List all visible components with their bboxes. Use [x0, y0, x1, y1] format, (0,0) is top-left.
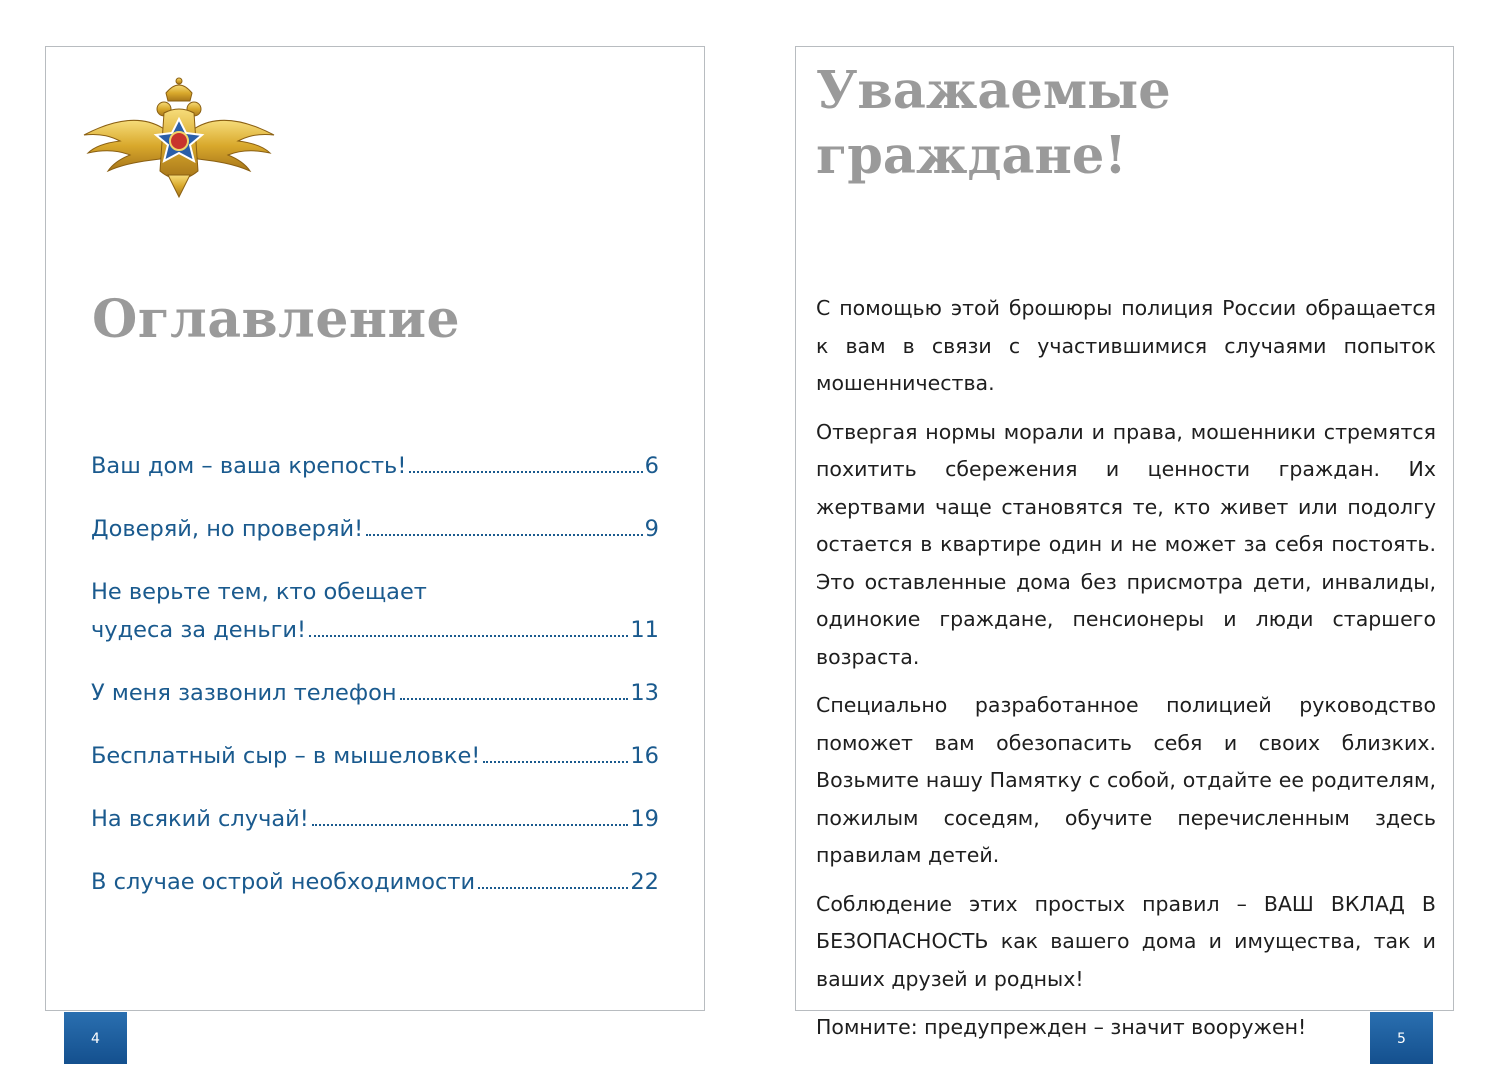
- toc-item[interactable]: [91, 447, 659, 485]
- toc-item-page: 13: [630, 680, 659, 706]
- toc-leader-dots: [409, 471, 642, 473]
- greeting-title-line: Уважаемые: [816, 61, 1171, 121]
- toc-item-title: Бесплатный сыр – в мышеловке!: [91, 743, 481, 769]
- toc-leader-dots: [366, 534, 643, 536]
- toc-item-title-line: Не верьте тем, кто обещает: [91, 579, 427, 605]
- paragraph: Специально разработанное полицией руководство поможет вам обезопасить себя и своих близких. Возьмите нашу Памятку с собой, отдайте ее родителям, пожилым соседям, обучите перечисленным здесь правилам детей.: [816, 693, 1436, 867]
- toc-item[interactable]: [91, 800, 659, 838]
- toc-leader-dots: [478, 887, 628, 889]
- toc-leader-dots: [312, 824, 629, 826]
- toc-leader-dots: [309, 635, 628, 637]
- toc-item-title: У меня зазвонил телефон: [91, 680, 397, 706]
- toc-item-page: 9: [644, 516, 659, 542]
- toc-leader-dots: [400, 698, 629, 700]
- toc-item-page: 11: [630, 617, 659, 643]
- paragraph: С помощью этой брошюры полиция России обращается к вам в связи с участившимися случаями попыток мошенничества.: [816, 296, 1436, 395]
- toc-item[interactable]: [91, 737, 659, 775]
- toc-item[interactable]: [91, 573, 659, 649]
- page-number-tab-left: 4: [64, 1012, 127, 1064]
- toc-item-title: Ваш дом – ваша крепость!: [91, 453, 407, 479]
- toc-title: Оглавление: [92, 289, 461, 350]
- toc-item[interactable]: [91, 510, 659, 548]
- toc-item-title: чудеса за деньги!: [91, 617, 307, 643]
- toc-item-title: На всякий случай!: [91, 806, 309, 832]
- police-emblem-icon: [82, 75, 276, 199]
- toc-item-title: Доверяй, но проверяй!: [91, 516, 364, 542]
- greeting-title: [816, 59, 1171, 189]
- toc-item-page: 6: [644, 453, 659, 479]
- page-number-tab-right: 5: [1370, 1012, 1433, 1064]
- right-page: [795, 46, 1454, 1039]
- paragraph: Отвергая нормы морали и права, мошенники стремятся похитить сбережения и ценности граждан. Их жертвами чаще становятся те, кто живет или подолгу остается в квартире один и не может за себя постоять. Это оставленные дома без присмотра дети, инвалиды, одинокие граждане, пенсионеры и люди старшего возраста.: [816, 419, 1436, 669]
- table-of-contents: [91, 447, 659, 926]
- greeting-title-line: граждане!: [816, 126, 1127, 186]
- paragraph: Соблюдение этих простых правил – ВАШ ВКЛАД В БЕЗОПАСНОСТЬ как вашего дома и имущества, так и ваших друзей и родных!: [816, 891, 1436, 991]
- toc-item[interactable]: [91, 863, 659, 901]
- left-page: [45, 46, 705, 1011]
- toc-item-page: 22: [630, 869, 659, 895]
- toc-item-page: 16: [630, 743, 659, 769]
- paragraph: Помните: предупрежден – значит вооружен!: [816, 1015, 1307, 1039]
- toc-item-page: 19: [630, 806, 659, 832]
- toc-item[interactable]: [91, 674, 659, 712]
- toc-leader-dots: [483, 761, 628, 763]
- body-text: [816, 290, 1436, 1058]
- toc-item-title: В случае острой необходимости: [91, 869, 476, 895]
